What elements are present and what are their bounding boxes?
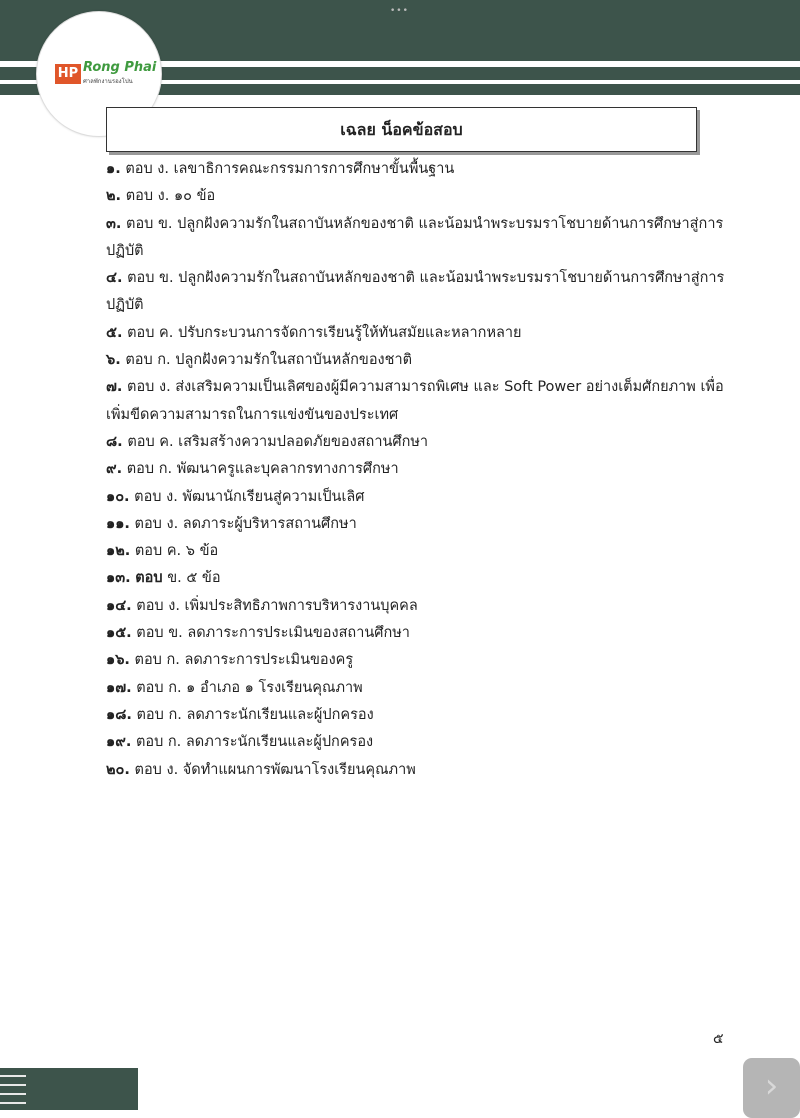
answer-text: ง. พัฒนานักเรียนสู่ความเป็นเลิศ [166,488,365,505]
page-title: เฉลย น็อคข้อสอบ [106,107,697,152]
answer-item [106,484,726,511]
answer-label: ตอบ [136,706,164,723]
item-number: ๑๗. [106,679,132,696]
answer-list [106,156,726,784]
answer-text: ก. ลดภาระนักเรียนและผู้ปกครอง [168,706,374,723]
answer-item [106,183,726,210]
answer-label: ตอบ [127,433,155,450]
answer-item [106,538,726,565]
item-number: ๑๔. [106,597,132,614]
answer-item [106,647,726,674]
answer-label: ตอบ [135,734,164,751]
answer-item [106,265,726,320]
answer-text: ง. ลดภาระผู้บริหารสถานศึกษา [166,515,357,532]
answer-label: ตอบ [126,461,155,478]
item-number: ๖. [106,352,121,369]
answer-text: ข. ปลูกฝังความรักในสถาบันหลักของชาติ และน้อมนำพระบรมราโชบายด้านการศึกษาสู่การปฏิบัติ [106,215,724,259]
answer-item [106,675,726,702]
logo-brand: Rong Phai [83,60,157,75]
answer-label: ตอบ [136,625,164,642]
answer-item [106,565,726,592]
answer-item [106,593,726,620]
answer-label: ตอบ [134,488,162,505]
item-number: ๑๘. [106,706,132,723]
answer-item [106,211,726,266]
answer-label: ตอบ [135,570,163,587]
answer-text: ข. ๕ ข้อ [167,570,221,587]
answer-text: ง. ส่งเสริมความเป็นเลิศของผู้มีความสามารถพิเศษ และ Soft Power อย่างเต็มศักยภาพ เพื่อเพิ่มขีดความสามารถในการแข่งขันของประเทศ [106,379,724,423]
menu-button[interactable] [0,1068,138,1110]
answer-text: ค. เสริมสร้างความปลอดภัยของสถานศึกษา [159,433,429,450]
answer-item [106,702,726,729]
item-number: ๑๒. [106,543,131,560]
answer-label: ตอบ [134,761,162,778]
answer-label: ตอบ [127,324,155,341]
answer-item [106,347,726,374]
item-number: ๔. [106,270,123,287]
chevron-right-icon: › [764,1066,779,1106]
answer-text: ง. เลขาธิการคณะกรรมการการศึกษาขั้นพื้นฐาน [157,161,455,177]
answer-item [106,620,726,647]
answer-text: ก. ลดภาระการประเมินของครู [166,652,354,669]
item-number: ๗. [106,379,123,396]
answer-label: ตอบ [136,597,164,614]
answer-item [106,156,726,183]
answer-item [106,729,726,756]
item-number: ๑๑. [106,515,130,532]
answer-label: ตอบ [134,652,162,669]
answer-text: ก. ปลูกฝังความรักในสถาบันหลักของชาติ [157,352,413,369]
answer-text: ข. ปลูกฝังความรักในสถาบันหลักของชาติ และน้อมนำพระบรมราโชบายด้านการศึกษาสู่การปฏิบัติ [106,270,725,314]
item-number: ๑. [106,161,121,177]
answer-label: ตอบ [125,161,153,177]
answer-text: ก. ลดภาระนักเรียนและผู้ปกครอง [167,734,374,751]
answer-text: ค. ปรับกระบวนการจัดการเรียนรู้ให้ทันสมัยและหลากหลาย [159,324,522,341]
answer-item [106,374,726,429]
answer-text: ข. ลดภาระการประเมินของสถานศึกษา [168,625,410,642]
answer-item [106,456,726,483]
answer-item [106,429,726,456]
answer-label: ตอบ [126,215,154,232]
item-number: ๒. [106,188,122,205]
logo-subtitle: ศาลพักงานรองโปน [83,78,133,85]
answer-item [106,511,726,538]
item-number: ๑๕. [106,625,132,642]
answer-text: ก. ๑ อำเภอ ๑ โรงเรียนคุณภาพ [168,679,363,696]
answer-label: ตอบ [125,352,153,369]
answer-label: ตอบ [127,379,155,396]
answer-label: ตอบ [125,188,154,205]
answer-label: ตอบ [136,679,164,696]
item-number: ๓. [106,215,122,232]
answer-text: ง. ๑๐ ข้อ [157,188,216,205]
item-number: ๑๓. [106,570,131,587]
item-number: ๕. [106,324,123,341]
answer-text: ค. ๖ ข้อ [166,543,219,560]
logo-mark: HP [55,64,81,84]
item-number: ๑๐. [106,488,130,505]
item-number: ๙. [106,461,123,478]
next-page-button[interactable] [743,1058,800,1118]
item-number: ๑๖. [106,652,130,669]
item-number: ๘. [106,433,123,450]
item-number: ๒๐. [106,761,130,778]
answer-label: ตอบ [134,543,163,560]
page-number: ๕ [713,1031,724,1047]
answer-label: ตอบ [127,270,155,287]
answer-text: ก. พัฒนาครูและบุคลากรทางการศึกษา [158,461,399,478]
answer-item [106,320,726,347]
more-dots-icon[interactable]: ••• [390,6,409,16]
item-number: ๑๙. [106,734,132,751]
answer-text: ง. เพิ่มประสิทธิภาพการบริหารงานบุคคล [168,597,418,614]
answer-text: ง. จัดทำแผนการพัฒนาโรงเรียนคุณภาพ [166,761,416,778]
answer-label: ตอบ [134,515,162,532]
answer-item [106,757,726,784]
